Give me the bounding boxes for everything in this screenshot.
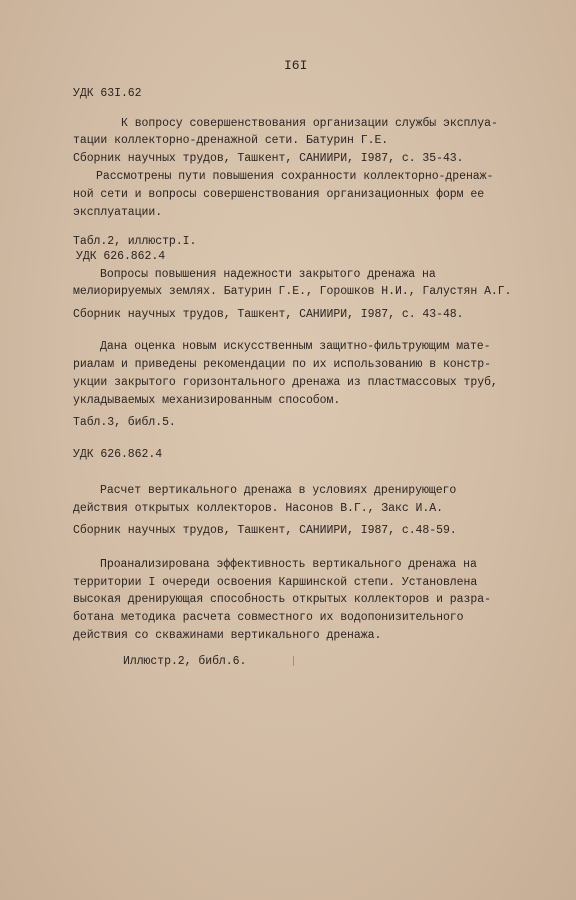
entry-source: Сборник научных трудов, Ташкент, САНИИРИ, I987, с. 35-43.	[73, 152, 464, 165]
entry-title-line: Расчет вертикального дренажа в условиях дренирующего	[100, 484, 457, 497]
entry-title-line: тации коллекторно-дренажной сети. Батурин Г.Е.	[73, 134, 389, 147]
entry-refs: Иллюстр.2, библ.6.	[123, 655, 247, 668]
entry-abstract-line: высокая дренирующая способность открытых коллекторов и разра-	[73, 593, 491, 606]
entry-abstract-line: укции закрытого горизонтального дренажа из пластмассовых труб,	[73, 376, 498, 389]
entry-abstract-line: ботана методика расчета совместного их водопонизительного	[73, 611, 464, 624]
entry-abstract-line: риалам и приведены рекомендации по их использованию в констр-	[73, 358, 491, 371]
entry-abstract-line: Проанализирована эффективность вертикального дренажа на	[100, 558, 477, 571]
udk-code: УДК 63I.62	[73, 87, 142, 100]
entry-title-line: К вопросу совершенствования организации службы эксплуа-	[121, 117, 498, 130]
entry-abstract-line: ной сети и вопросы совершенствования организационных форм ее	[73, 188, 485, 201]
entry-abstract-line: территории I очереди освоения Каршинской степи. Установлена	[73, 576, 478, 589]
udk-code: УДК 626.862.4	[73, 448, 163, 461]
entry-abstract-line: Дана оценка новым искусственным защитно-фильтрующим мате-	[100, 340, 491, 353]
entry-abstract-line: действия со скважинами вертикального дренажа.	[73, 629, 382, 642]
entry-abstract-line: Рассмотрены пути повышения сохранности коллекторно-дренаж-	[96, 170, 494, 183]
entry-source: Сборник научных трудов, Ташкент, САНИИРИ, I987, с. 43-48.	[73, 308, 464, 321]
entry-refs: Табл.3, библ.5.	[73, 416, 176, 429]
entry-title-line: Вопросы повышения надежности закрытого дренажа на	[100, 268, 436, 281]
entry-title-line: мелиорируемых землях. Батурин Г.Е., Горошков Н.И., Галустян А.Г.	[73, 285, 512, 298]
entry-source: Сборник научных трудов, Ташкент, САНИИРИ, I987, с.48-59.	[73, 524, 457, 537]
entry-refs: Табл.2, иллюстр.I.	[73, 235, 197, 248]
entry-abstract-line: укладываемых механизированным способом.	[73, 394, 341, 407]
entry-title-line: действия открытых коллекторов. Насонов В.Г., Закс И.А.	[73, 502, 443, 515]
udk-code: УДК 626.862.4	[76, 250, 166, 263]
entry-abstract-line: эксплуатации.	[73, 206, 163, 219]
page-number: I6I	[284, 58, 308, 73]
pencil-mark	[293, 656, 294, 666]
